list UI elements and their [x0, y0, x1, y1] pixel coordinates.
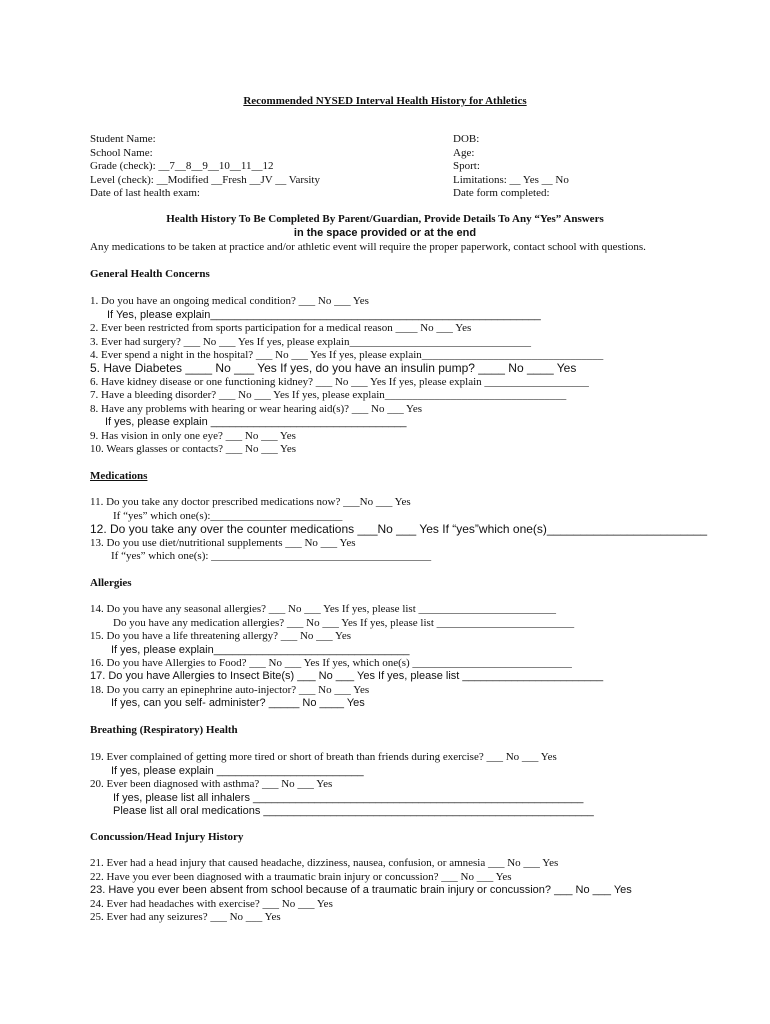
grade-check-field[interactable]: Grade (check): __7__8__9__10__11__12	[90, 160, 274, 172]
question-20-inhalers[interactable]: If yes, please list all inhalers ______________________________________________________	[113, 792, 584, 804]
age-field[interactable]: Age:	[453, 146, 475, 159]
question-20[interactable]: 20. Ever been diagnosed with asthma? ___ No ___ Yes	[90, 778, 333, 790]
form-title: Recommended NYSED Interval Health History for Athletics	[243, 95, 527, 107]
student-name-field[interactable]: Student Name:	[90, 133, 156, 145]
question-21[interactable]: 21. Ever had a head injury that caused headache, dizziness, nausea, confusion, or amnesia ___ No ___ Yes	[90, 857, 559, 869]
question-23[interactable]: 23. Have you ever been absent from school because of a traumatic brain injury or concussion? ___ No ___ Yes	[90, 884, 632, 896]
question-10[interactable]: 10. Wears glasses or contacts? ___ No ___ Yes	[90, 443, 297, 455]
date-completed-field[interactable]: Date form completed:	[453, 187, 550, 199]
question-13-which[interactable]: If “yes” which one(s): ________________________________________	[111, 550, 432, 562]
question-18-self-administer[interactable]: If yes, can you self- administer? _____ No ____ Yes	[111, 697, 365, 709]
question-15[interactable]: 15. Do you have a life threatening allergy? ___ No ___ Yes	[90, 630, 351, 642]
question-16[interactable]: 16. Do you have Allergies to Food? ___ No ___ Yes If yes, which one(s) _____________________________	[90, 657, 572, 669]
question-19-explain[interactable]: If yes, please explain ________________________	[111, 765, 364, 777]
instructions-subheading: in the space provided or at the end	[293, 227, 477, 239]
last-exam-date-field[interactable]: Date of last health exam:	[90, 187, 200, 199]
question-5[interactable]: 5. Have Diabetes ____ No ___ Yes If yes, do you have an insulin pump? ____ No ____ Yes	[90, 361, 577, 375]
student-info-left	[90, 133, 420, 201]
school-name-field[interactable]: School Name:	[90, 146, 153, 159]
question-2[interactable]: 2. Ever been restricted from sports participation for a medical reason ____ No ___ Yes	[90, 322, 472, 334]
level-check-field[interactable]: Level (check): __Modified __Fresh __JV __ Varsity	[90, 173, 320, 186]
question-7[interactable]: 7. Have a bleeding disorder? ___ No ___ Yes If yes, please explain_________________________________	[90, 389, 567, 401]
question-13[interactable]: 13. Do you use diet/nutritional supplements ___ No ___ Yes	[90, 537, 356, 549]
question-1[interactable]: 1. Do you have an ongoing medical condition? ___ No ___ Yes	[90, 295, 369, 307]
question-3[interactable]: 3. Ever had surgery? ___ No ___ Yes If yes, please explain_________________________________	[90, 336, 531, 348]
question-18[interactable]: 18. Do you carry an epinephrine auto-injector? ___ No ___ Yes	[90, 684, 370, 696]
question-8[interactable]: 8. Have any problems with hearing or wear hearing aid(s)? ___ No ___ Yes	[90, 403, 423, 415]
limitations-field[interactable]: Limitations: __ Yes __ No	[453, 173, 569, 186]
question-17[interactable]: 17. Do you have Allergies to Insect Bite(s) ___ No ___ Yes If yes, please list _______________________	[90, 670, 604, 682]
question-11[interactable]: 11. Do you take any doctor prescribed medications now? ___No ___ Yes	[90, 496, 411, 508]
question-8-explain[interactable]: If yes, please explain ________________________________	[105, 416, 407, 428]
question-1-explain[interactable]: If Yes, please explain______________________________________________________	[107, 309, 541, 321]
question-14[interactable]: 14. Do you have any seasonal allergies? ___ No ___ Yes If yes, please list _________________________	[90, 603, 557, 615]
question-15-explain[interactable]: If yes, please explain________________________________	[111, 644, 410, 656]
dob-field[interactable]: DOB:	[453, 133, 480, 145]
question-25[interactable]: 25. Ever had any seizures? ___ No ___ Yes	[90, 911, 281, 923]
question-11-which[interactable]: If “yes” which one(s):________________________	[113, 510, 343, 522]
medication-note: Any medications to be taken at practice and/or athletic event will require the proper paperwork, contact school with questions.	[90, 241, 646, 253]
question-20-oral-meds[interactable]: Please list all oral medications ______________________________________________________	[113, 805, 594, 817]
question-19[interactable]: 19. Ever complained of getting more tired or short of breath than friends during exercise? ___ No ___ Yes	[90, 751, 557, 763]
question-14-medication[interactable]: Do you have any medication allergies? ___ No ___ Yes If yes, please list _________________________	[113, 617, 575, 629]
section-general-health: General Health Concerns	[90, 268, 210, 280]
question-24[interactable]: 24. Ever had headaches with exercise? ___ No ___ Yes	[90, 898, 333, 910]
question-22[interactable]: 22. Have you ever been diagnosed with a traumatic brain injury or concussion? ___ No ___ Yes	[90, 871, 512, 883]
question-4[interactable]: 4. Ever spend a night in the hospital? ___ No ___ Yes If yes, please explain_________________________________	[90, 349, 604, 361]
sport-field[interactable]: Sport:	[453, 160, 480, 172]
section-breathing: Breathing (Respiratory) Health	[90, 724, 238, 736]
section-allergies: Allergies	[90, 577, 132, 589]
section-concussion: Concussion/Head Injury History	[90, 831, 244, 843]
question-6[interactable]: 6. Have kidney disease or one functioning kidney? ___ No ___ Yes If yes, please explain ___________________	[90, 376, 589, 388]
question-9[interactable]: 9. Has vision in only one eye? ___ No ___ Yes	[90, 430, 296, 442]
section-medications: Medications	[90, 470, 148, 482]
student-info-right	[453, 133, 673, 201]
instructions-heading: Health History To Be Completed By Parent/Guardian, Provide Details To Any “Yes” Answers	[166, 213, 604, 225]
question-12[interactable]: 12. Do you take any over the counter medications ___No ___ Yes If “yes”which one(s)________________________	[90, 522, 708, 536]
